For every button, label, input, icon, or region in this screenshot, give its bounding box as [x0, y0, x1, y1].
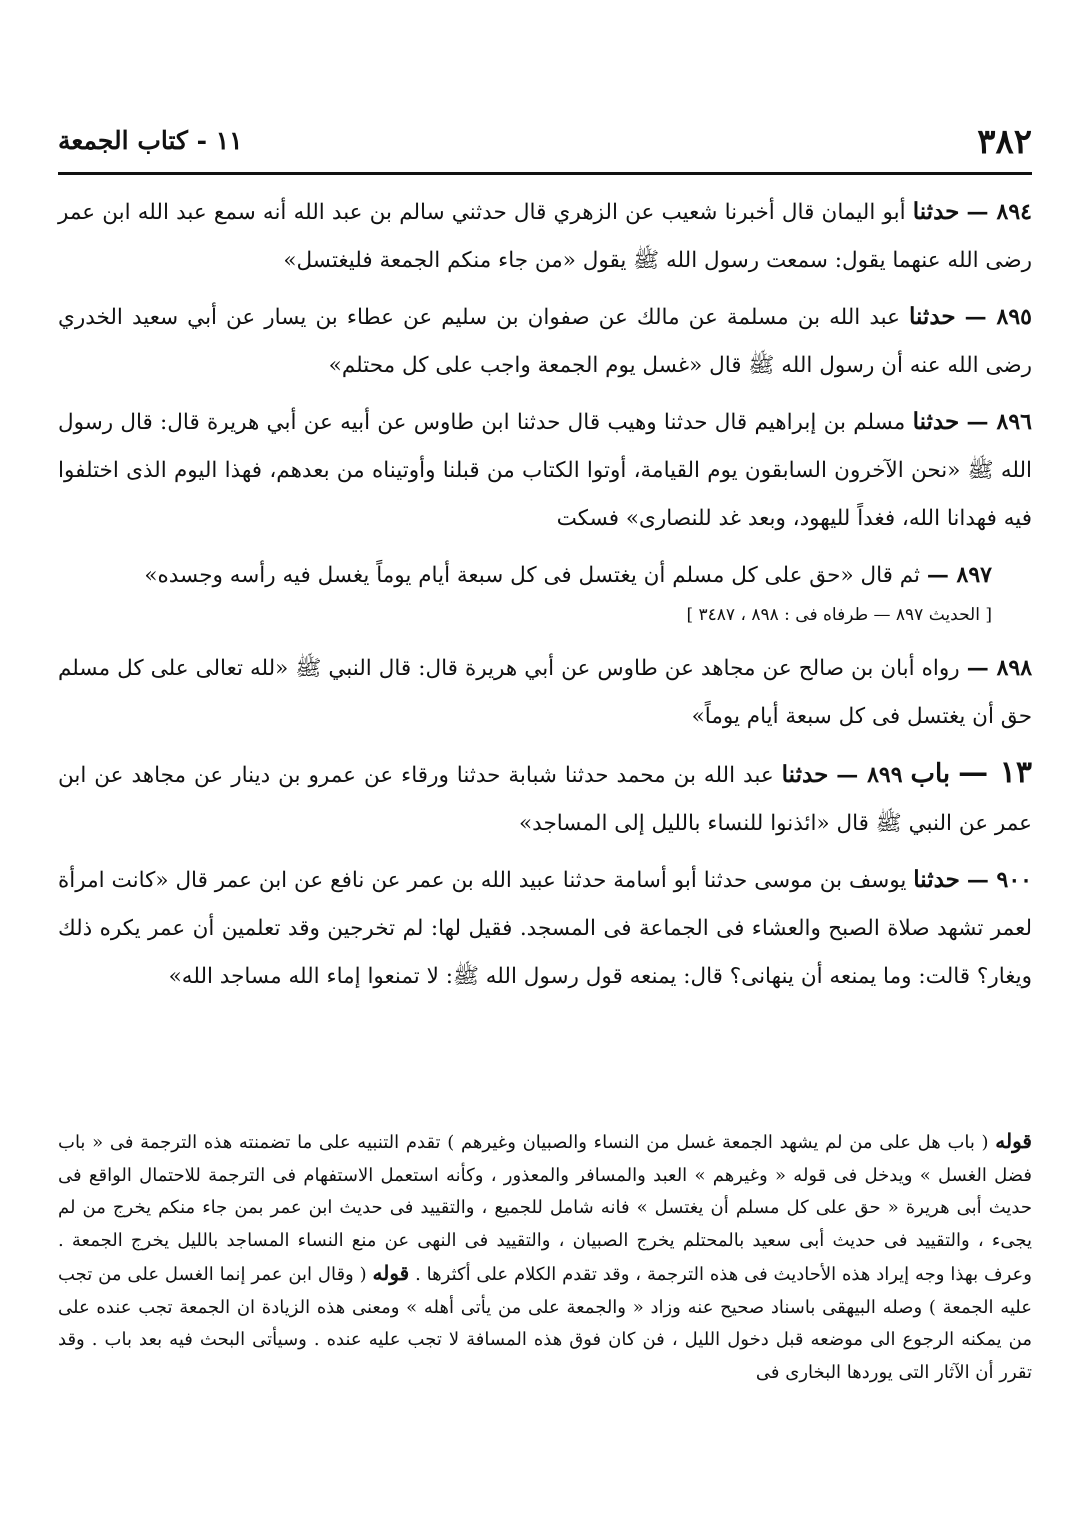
page-number: ٣٨٢ — [977, 122, 1032, 162]
hadith-number: ٨٩٤ — — [966, 199, 1032, 225]
hadith-opener: حدثنا — [912, 198, 960, 225]
hadith-900 — [58, 856, 1032, 1001]
hadith-text: عبد الله بن محمد حدثنا شبابة حدثنا ورقاء عن عمرو بن دينار عن مجاهد عن ابن عمر عن النبي ﷺ قال «ائذنوا للنساء بالليل إلى المساجد» — [58, 763, 1032, 836]
hadith-text: أبو اليمان قال أخبرنا شعيب عن الزهري قال حدثني سالم بن عبد الله أنه سمع عبد الله ابن عمر رضى الله عنهما يقول: سمعت رسول الله ﷺ يقول «من جاء منكم الجمعة فليغتسل» — [58, 200, 1032, 273]
commentary-marker: قوله — [372, 1261, 410, 1285]
hadith-number: ٨٩٨ — — [966, 655, 1033, 681]
page-header — [58, 118, 1032, 170]
commentary-section — [58, 1125, 1032, 1389]
commentary-paragraph — [58, 1125, 1032, 1389]
hadith-opener: حدثنا — [908, 303, 956, 330]
hadith-text: ثم قال «حق على كل مسلم أن يغتسل فى كل سبعة أيام يوماً يغسل فيه رأسه وجسده» — [144, 563, 921, 588]
hadith-897 — [58, 551, 1032, 600]
hadith-number: ٩٠٠ — — [966, 867, 1032, 893]
hadith-895 — [58, 293, 1032, 390]
hadith-number: ٨٩٧ — — [926, 562, 992, 588]
hadith-894 — [58, 188, 1032, 285]
chapter-heading: باب — [910, 759, 951, 789]
commentary-text: ( باب هل على من لم يشهد الجمعة غسل من النساء والصبيان وغيرهم ) تقدم التنبيه على ما تضمنته هذه الترجمة فى « باب فضل الغسل » ويدخل فى قوله « وغيرهم » العبد والمسافر والمعذور ، وكأنه استعمل الاستفهام فى الترجمة للاحتمال الواقع فى حديث أبى هريرة « حق على كل مسلم أن يغتسل » فانه شامل للجميع ، والتقييد فى حديث ابن عمر بمن جاء منكم يخرج من لم يجىء ، والتقييد فى حديث أبى سعيد بالمحتلم يخرج الصبيان ، والتقييد فى النهى عن منع النساء المساجد بالليل يخرج الجمعة . وعرف بهذا وجه إيراد هذه الأحاديث فى هذه الترجمة ، وقد تقدم الكلام على أكثرها . — [58, 1132, 1032, 1285]
chapter-number: ١٣ — — [958, 755, 1032, 790]
hadith-number: ٨٩٥ — — [964, 304, 1032, 330]
hadith-opener: حدثنا — [781, 761, 829, 788]
hadith-text: عبد الله بن مسلمة عن مالك عن صفوان بن سليم عن عطاء بن يسار عن أبي سعيد الخدري رضى الله عنه أن رسول الله ﷺ قال «غسل يوم الجمعة واجب على كل محتلم» — [58, 305, 1032, 378]
hadith-896 — [58, 398, 1032, 543]
commentary-text: ( وقال ابن عمر إنما الغسل على من تجب عليه الجمعة ) وصله البيهقى باسناد صحيح عنه وزاد « والجمعة على من يأتى أهله » ومعنى هذه الزيادة ان الجمعة تجب عنده على من يمكنه الرجوع الى موضعه قبل دخول الليل ، فن كان فوق هذه المسافة لا تجب عليه عنده . وسيأتى البحث فيه بعد باب . وقد تقرر أن الآثار التى يوردها البخارى فى — [58, 1264, 1032, 1383]
hadith-text: يوسف بن موسى حدثنا أبو أسامة حدثنا عبيد الله بن عمر عن نافع عن ابن عمر قال «كانت امرأة لعمر تشهد صلاة الصبح والعشاء فى الجماعة فى المسجد. فقيل لها: لم تخرجين وقد تعلمين أن عمر يكره ذلك ويغار؟ قالت: وما يمنعه أن ينهانى؟ قال: يمنعه قول رسول الله ﷺ: لا تمنعوا إماء الله مساجد الله» — [58, 868, 1032, 989]
hadith-opener: حدثنا — [913, 866, 960, 893]
running-title: ١١ - كتاب الجمعة — [58, 126, 243, 155]
hadith-section — [58, 188, 1032, 1009]
hadith-number: ٨٩٩ — — [836, 762, 903, 788]
cross-reference-note: [ الحديث ٨٩٧ — طرفاه فى : ٨٩٨ ، ٣٤٨٧ ] — [686, 605, 992, 625]
commentary-marker: قوله — [995, 1129, 1032, 1153]
header-rule — [58, 172, 1032, 175]
hadith-898 — [58, 644, 1032, 741]
hadith-text: مسلم بن إبراهيم قال حدثنا وهيب قال حدثنا ابن طاوس عن أبيه عن أبي هريرة قال: قال رسول الله ﷺ «نحن الآخرون السابقون يوم القيامة، أوتوا الكتاب من قبلنا وأوتيناه من بعدهم، فهذا اليوم الذى اختلفوا فيه فهدانا الله، فغداً لليهود، وبعد غد للنصارى» فسكت — [58, 410, 1032, 531]
hadith-text: رواه أبان بن صالح عن مجاهد عن طاوس عن أبي هريرة قال: قال النبي ﷺ «لله تعالى على كل مسلم حق أن يغتسل فى كل سبعة أيام يوماً» — [58, 656, 1032, 729]
hadith-number: ٨٩٦ — — [966, 409, 1032, 435]
hadith-opener: حدثنا — [912, 408, 960, 435]
hadith-899 — [58, 749, 1032, 848]
